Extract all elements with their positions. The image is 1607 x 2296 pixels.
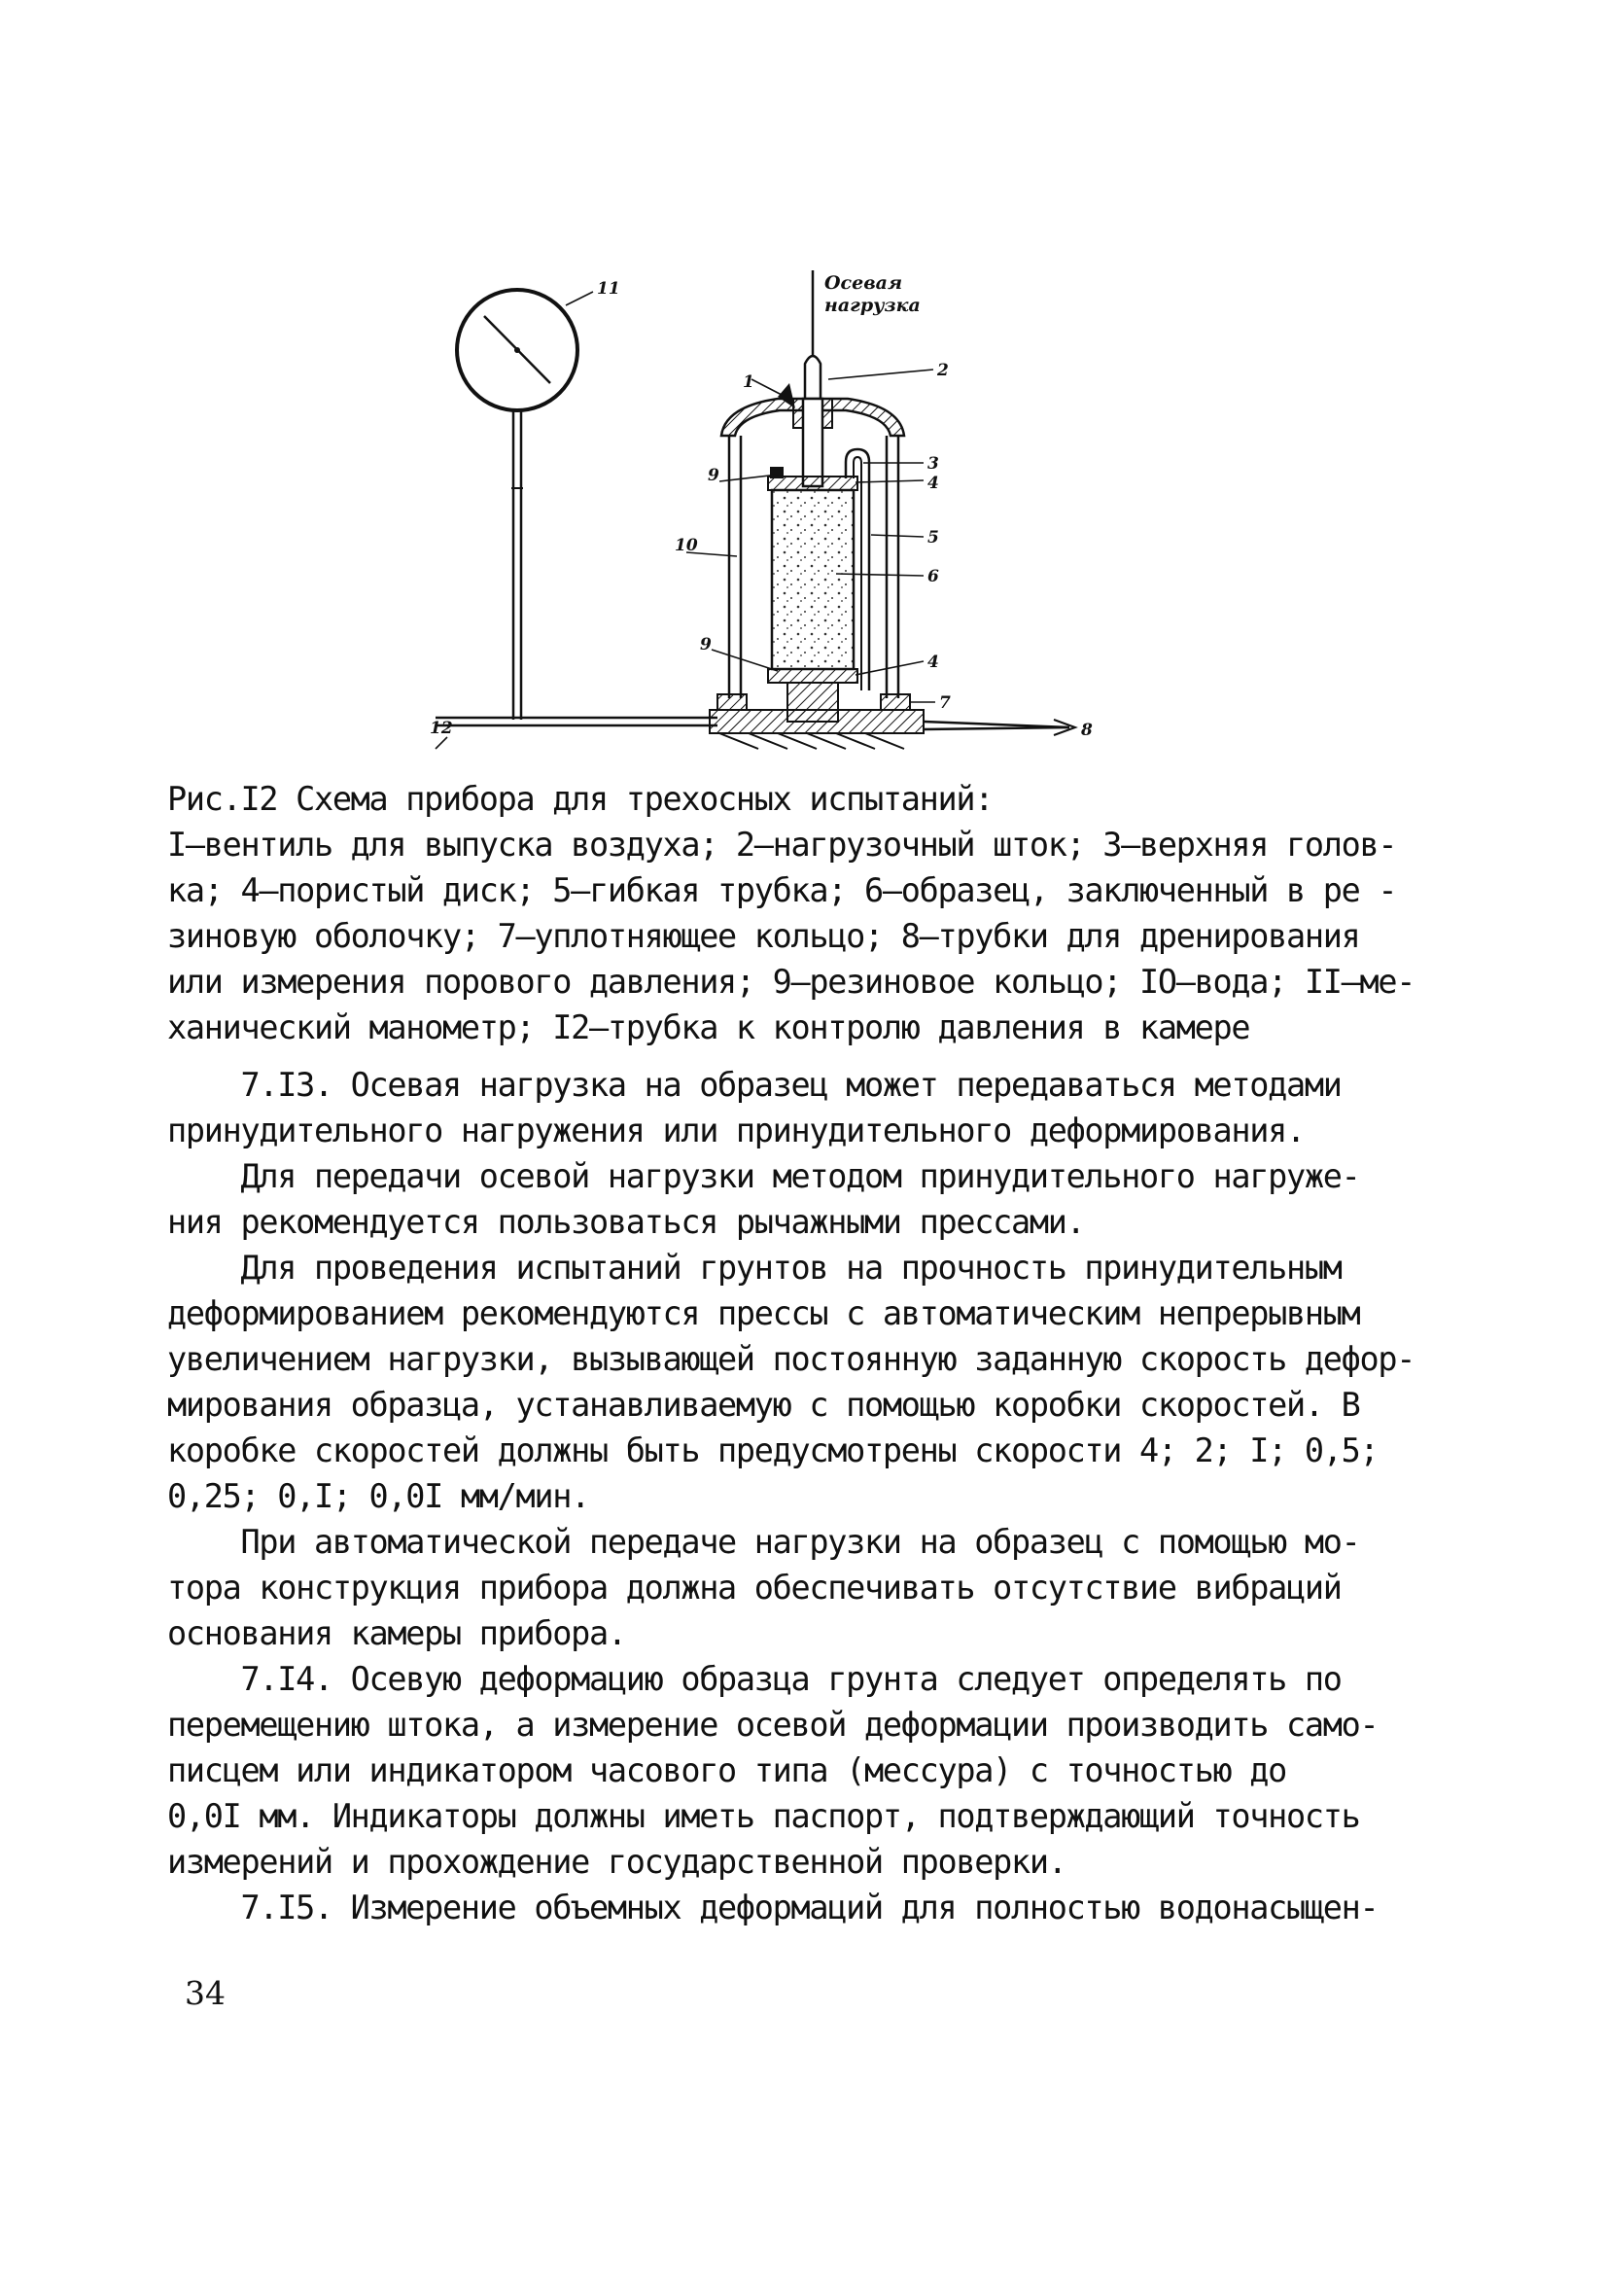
bottom-porous-disk: [768, 669, 857, 683]
caption-line: ханический манометр; I2–трубка к контролю давления в камере: [167, 1008, 1250, 1046]
body-line: мирования образца, устанавливаемую с помощью коробки скоростей. В: [167, 1386, 1360, 1424]
triaxial-apparatus-figure: [428, 263, 1108, 759]
label-11: 11: [597, 279, 620, 299]
label-9-bottom: 9: [700, 635, 712, 654]
body-line: 7.I3. Осевая нагрузка на образец может передаваться методами: [167, 1066, 1342, 1104]
body-line: коробке скоростей должны быть предусмотрены скорости 4; 2; I; 0,5;: [167, 1431, 1379, 1469]
label-3: 3: [927, 454, 939, 474]
soil-specimen: [772, 490, 854, 669]
caption-line: или измерения порового давления; 9–резиновое кольцо; IO–вода; II–ме-: [167, 963, 1415, 1001]
body-line: перемещению штока, а измерение осевой деформации производить само-: [167, 1706, 1379, 1744]
axial-load-label-2: нагрузка: [824, 295, 921, 316]
body-line: увеличением нагрузки, вызывающей постоянную заданную скорость дефор-: [167, 1340, 1415, 1378]
label-1: 1: [743, 372, 754, 392]
label-6: 6: [927, 567, 939, 586]
body-line: Для передачи осевой нагрузки методом принудительного нагруже-: [167, 1157, 1360, 1195]
body-line: При автоматической передаче нагрузки на образец с помощью мо-: [167, 1523, 1360, 1561]
body-line: тора конструкция прибора должна обеспечивать отсутствие вибраций: [167, 1569, 1342, 1607]
label-5: 5: [927, 528, 939, 548]
label-9-top: 9: [708, 466, 719, 485]
body-line: ния рекомендуется пользоваться рычажными прессами.: [167, 1203, 1085, 1241]
caption-line: I–вентиль для выпуска воздуха; 2–нагрузочный шток; 3–верхняя голов-: [167, 826, 1397, 864]
label-10: 10: [675, 536, 698, 555]
body-line: измерений и прохождение государственной проверки.: [167, 1843, 1066, 1881]
label-8: 8: [1081, 721, 1093, 740]
page-number: 34: [185, 1974, 226, 2012]
axial-load-label-1: Осевая: [824, 272, 903, 294]
body-line: 0,25; 0,I; 0,0I мм/мин.: [167, 1477, 589, 1515]
caption-line: зиновую оболочку; 7–уплотняющее кольцо; 8–трубки для дренирования: [167, 917, 1360, 955]
body-line: основания камеры прибора.: [167, 1614, 626, 1652]
drainage-tubes: [924, 720, 1075, 735]
triaxial-apparatus-diagram: [428, 263, 1108, 759]
label-2: 2: [937, 361, 949, 380]
body-line: Для проведения испытаний грунтов на прочность принудительным: [167, 1249, 1342, 1287]
caption-line: Рис.I2 Схема прибора для трехосных испытаний:: [167, 780, 994, 818]
body-line: деформированием рекомендуются прессы с автоматическим непрерывным: [167, 1294, 1360, 1332]
pressure-tube: [436, 718, 717, 725]
manometer: [457, 290, 577, 720]
figure-caption: [167, 776, 1431, 1050]
label-4-bottom: 4: [927, 653, 939, 672]
label-4-top: 4: [927, 474, 939, 493]
label-7: 7: [939, 693, 951, 713]
body-line: 7.I5. Измерение объемных деформаций для полностью водонасыщен-: [167, 1889, 1379, 1926]
body-line: 0,0I мм. Индикаторы должны иметь паспорт, подтверждающий точность: [167, 1797, 1360, 1835]
body-text: [167, 1062, 1431, 1930]
label-12: 12: [430, 719, 453, 738]
body-line: 7.I4. Осевую деформацию образца грунта следует определять по: [167, 1660, 1342, 1698]
caption-line: ка; 4–пористый диск; 5–гибкая трубка; 6–образец, заключенный в ре -: [167, 871, 1397, 909]
chamber-cap: [721, 383, 904, 486]
body-line: писцем или индикатором часового типа (мессура) с точностью до: [167, 1751, 1286, 1789]
body-line: принудительного нагружения или принудительного деформирования.: [167, 1112, 1305, 1149]
